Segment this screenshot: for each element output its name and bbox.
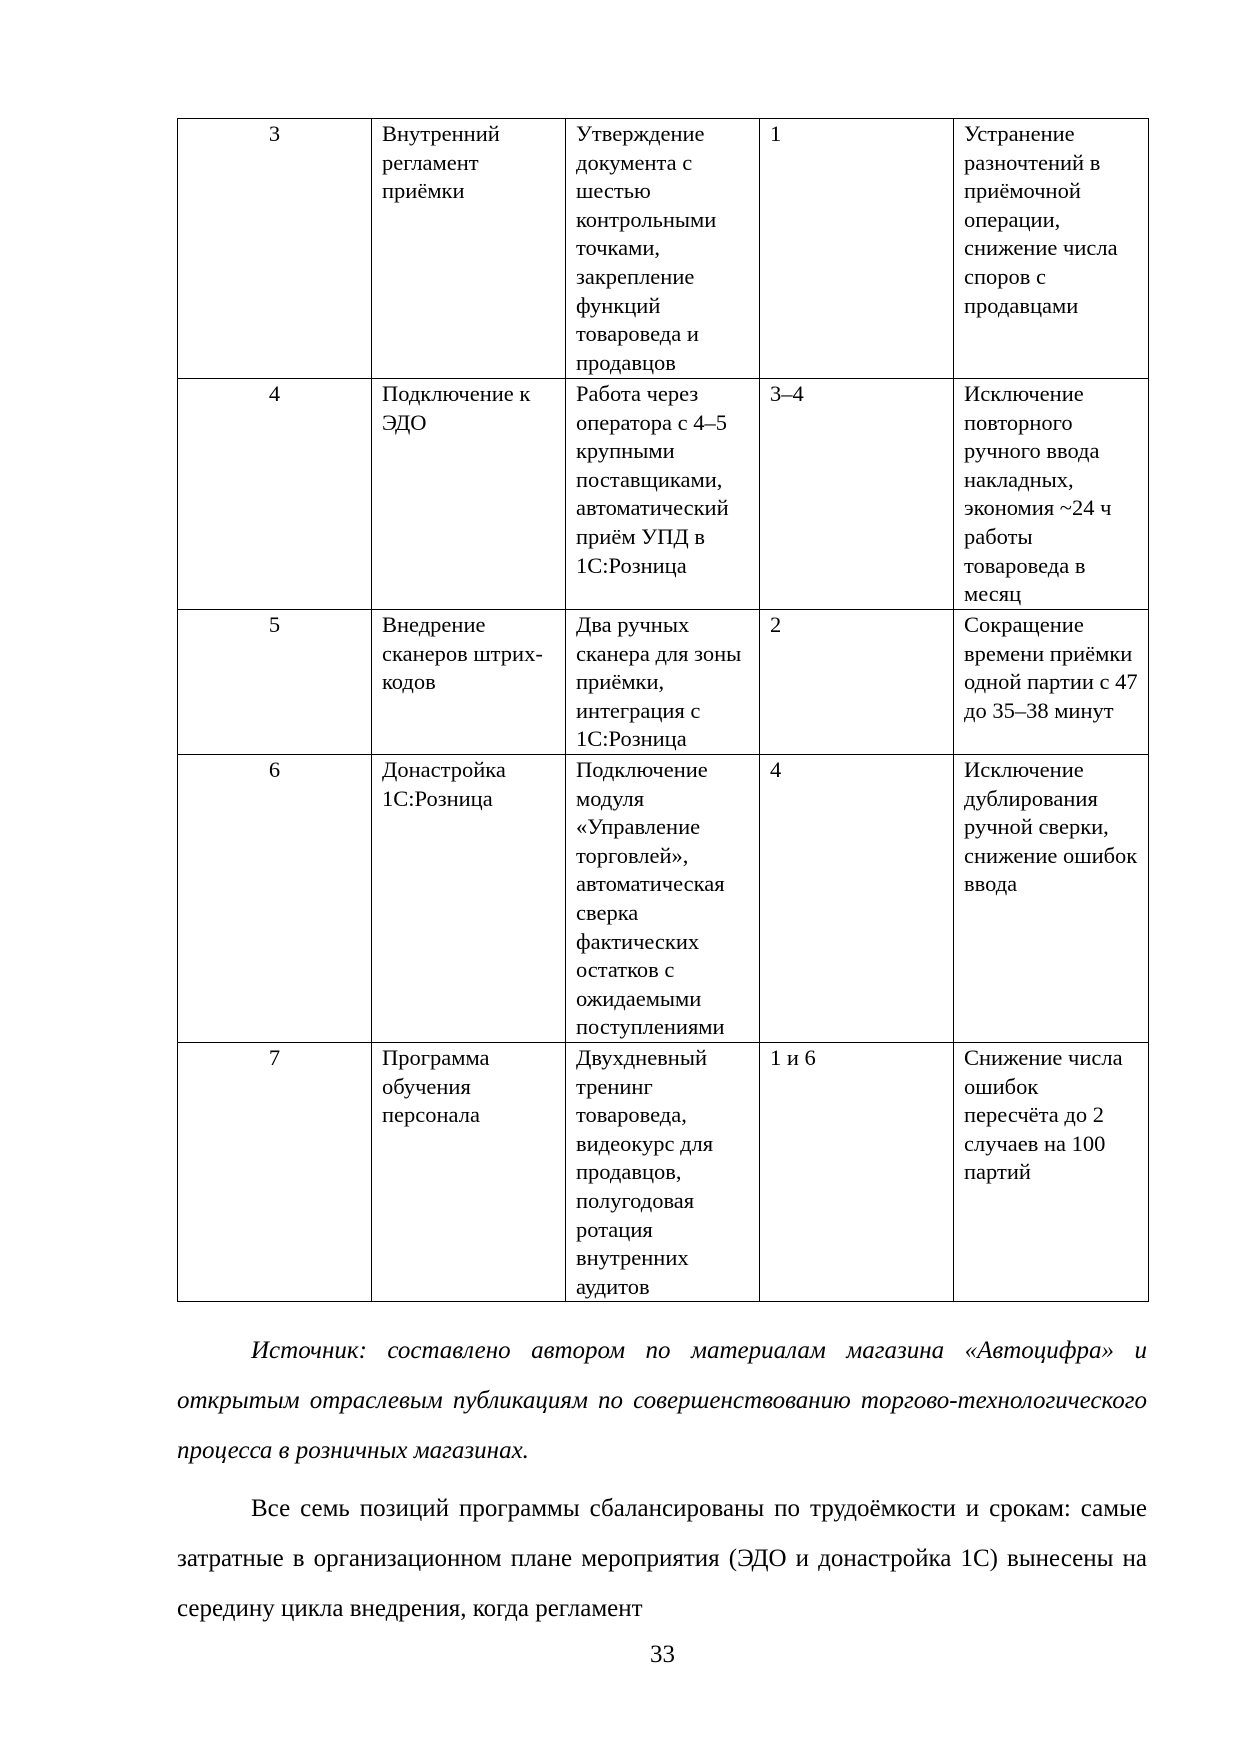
cell-content: Подключение модуля «Управление торговлей», автоматическая сверка фактических остатков с ожидаемыми поступлениями: [566, 755, 760, 1043]
cell-months: 3–4: [760, 379, 954, 610]
table-row: [178, 379, 1149, 610]
cell-effect: Исключение дублирования ручной сверки, снижение ошибок ввода: [954, 755, 1149, 1043]
cell-content: Два ручных сканера для зоны приёмки, интеграция с 1С:Розница: [566, 610, 760, 755]
cell-measure: Донастройка 1С:Розница: [372, 755, 566, 1043]
cell-number: 5: [178, 610, 372, 755]
measures-table: [177, 118, 1149, 1302]
cell-months: 4: [760, 755, 954, 1043]
cell-measure: Подключение к ЭДО: [372, 379, 566, 610]
cell-measure: Программа обучения персонала: [372, 1043, 566, 1302]
cell-effect: Исключение повторного ручного ввода накладных, экономия ~24 ч работы товароведа в месяц: [954, 379, 1149, 610]
cell-months: 1: [760, 119, 954, 379]
table-row: [178, 119, 1149, 379]
body-paragraph: Все семь позиций программы сбалансированы по трудоёмкости и срокам: самые затратные в организационном плане мероприятия (ЭДО и донастройка 1С) вынесены на середину цикла внедрения, когда регламент: [177, 1495, 1147, 1622]
cell-content: Двухдневный тренинг товароведа, видеокурс для продавцов, полугодовая ротация внутренних аудитов: [566, 1043, 760, 1302]
cell-number: 4: [178, 379, 372, 610]
cell-measure: Внутренний регламент приёмки: [372, 119, 566, 379]
cell-content: Работа через оператора с 4–5 крупными поставщиками, автоматический приём УПД в 1С:Розница: [566, 379, 760, 610]
table-row: [178, 610, 1149, 755]
cell-number: 7: [178, 1043, 372, 1302]
cell-number: 3: [178, 119, 372, 379]
cell-effect: Сокращение времени приёмки одной партии с 47 до 35–38 минут: [954, 610, 1149, 755]
page-number: 33: [650, 1641, 675, 1668]
cell-number: 6: [178, 755, 372, 1043]
table-source-note: Источник: составлено автором по материалам магазина «Автоцифра» и открытым отраслевым публикациям по совершенствованию торгово-технологического процесса в розничных магазинах.: [177, 1337, 1147, 1464]
cell-effect: Снижение числа ошибок пересчёта до 2 случаев на 100 партий: [954, 1043, 1149, 1302]
cell-effect: Устранение разночтений в приёмочной операции, снижение числа споров с продавцами: [954, 119, 1149, 379]
cell-months: 2: [760, 610, 954, 755]
cell-measure: Внедрение сканеров штрих-кодов: [372, 610, 566, 755]
cell-months: 1 и 6: [760, 1043, 954, 1302]
cell-content: Утверждение документа с шестью контрольными точками, закрепление функций товароведа и продавцов: [566, 119, 760, 379]
table-row: [178, 1043, 1149, 1302]
table-row: [178, 755, 1149, 1043]
